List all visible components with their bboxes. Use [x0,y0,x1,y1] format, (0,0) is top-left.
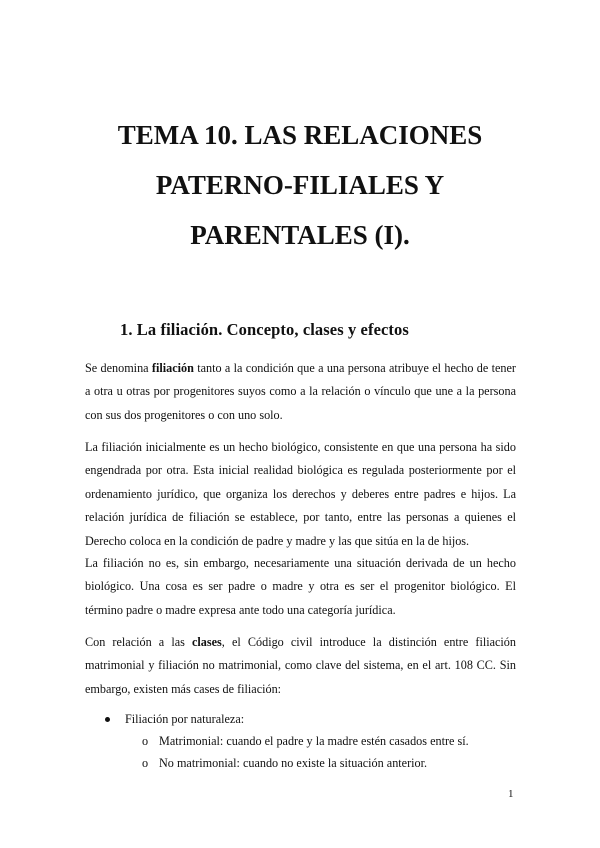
title-line: TEMA 10. LAS RELACIONES [117,120,483,150]
title-line: PARENTALES (I). [190,220,410,250]
text-line [85,357,516,380]
text-line: embargo, existen más cases de filiación: [85,681,282,696]
filiation-types-list [85,708,516,774]
paragraph-classes [85,631,516,701]
bold-term: filiación [151,361,194,375]
text-line: matrimonial y filiación no matrimonial, como clave del sistema, en el art. 108 CC. Sin [85,658,516,673]
text-span: Con relación a las [85,635,192,649]
paragraph-biological [85,436,516,553]
text-line: La filiación no es, sin embargo, necesariamente una situación derivada de un hecho [85,556,516,570]
text-line: término padre o madre expresa ante todo una categoría jurídica. [85,602,396,617]
text-span: Se denomina [85,361,152,375]
document-title [60,110,540,260]
sub-list-item [85,730,516,752]
bold-term: clases [192,635,222,649]
paragraph-legal-category [85,552,516,622]
text-line: engendrada por otra. Esta inicial realidad biológica es regulada posteriormente por el [85,463,516,478]
text-line: con sus dos progenitores o con uno solo. [85,407,283,422]
list-item [85,708,516,730]
text-line: biológico. Una cosa es ser padre o madre y otra es ser el progenitor biológico. El [85,579,516,594]
circle-bullet-icon: o [142,734,149,748]
text-line: La filiación inicialmente es un hecho biológico, consistente en que una persona ha sido [85,440,516,454]
bullet-icon [105,717,110,722]
sub-list-item [85,752,516,774]
page-number: 1 [508,788,514,800]
text-line: Derecho coloca en la condición de padre y madre y las que sitúa en la de hijos. [85,533,470,548]
paragraph-definition [85,357,516,427]
text-line: a otra u otras por progenitores suyos como a la relación o vínculo que une a la persona [85,384,516,399]
sub-list-item-label: No matrimonial: cuando no existe la situación anterior. [159,756,428,770]
text-span: tanto a la condición que a una persona atribuye el hecho de tener [193,361,516,375]
circle-bullet-icon: o [142,756,149,770]
title-line: PATERNO-FILIALES Y [155,170,445,200]
text-line: relación jurídica de filiación se establece, por tanto, entre las personas a quienes el [85,510,516,525]
section-heading: 1. La filiación. Concepto, clases y efectos [120,320,409,339]
text-line: ordenamiento jurídico, que organiza los derechos y deberes entre padres e hijos. La [85,486,516,501]
sub-list-item-label: Matrimonial: cuando el padre y la madre estén casados entre sí. [159,734,469,748]
text-line [85,631,516,654]
text-span: , el Código civil introduce la distinción entre filiación [221,635,516,649]
list-item-label: Filiación por naturaleza: [125,712,245,726]
